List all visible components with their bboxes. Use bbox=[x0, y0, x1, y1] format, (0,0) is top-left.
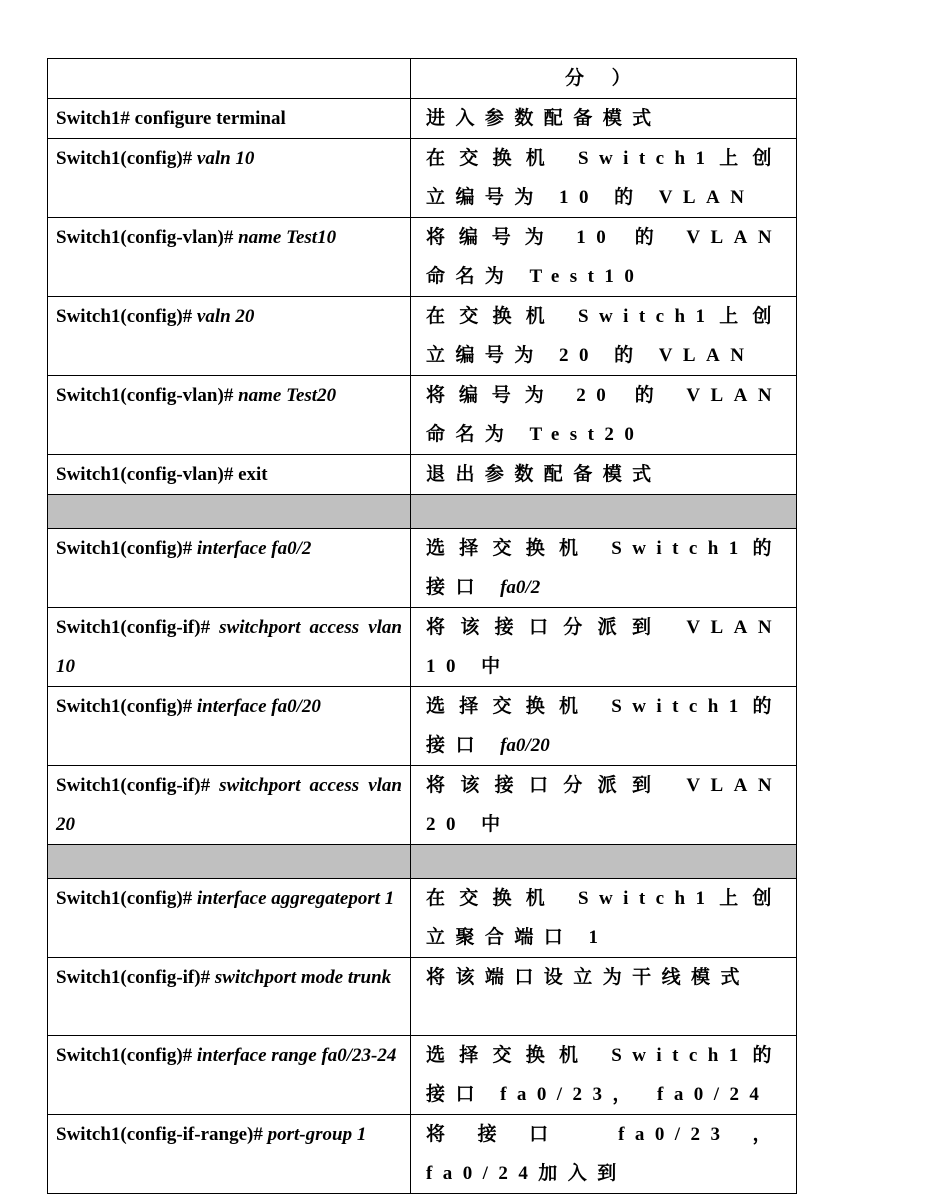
command-cell bbox=[48, 297, 411, 376]
command-args: name Test10 bbox=[238, 227, 337, 248]
command-cell bbox=[48, 1115, 411, 1194]
description-italic: fa0/2 bbox=[500, 577, 541, 598]
description-cell: 将编号为 20 的 VLAN 命名为 Test20 bbox=[411, 376, 797, 455]
description-cell bbox=[411, 687, 797, 766]
command-prompt: Switch1(config-vlan)# bbox=[56, 227, 234, 248]
table-row bbox=[48, 687, 797, 766]
separator-row bbox=[48, 845, 797, 879]
command-args: interface fa0/2 bbox=[196, 538, 312, 559]
command-args: interface range fa0/23-24 bbox=[196, 1045, 397, 1066]
description-cell: 进入参数配备模式 bbox=[411, 99, 797, 139]
table-row bbox=[48, 218, 797, 297]
command-prompt: Switch1(config)# bbox=[56, 148, 193, 169]
description-cell: 在交换机 Switch1上创立编号为 20 的 VLAN bbox=[411, 297, 797, 376]
command-args: port-group 1 bbox=[267, 1124, 367, 1145]
command-prompt: Switch1(config-if)# bbox=[56, 617, 211, 638]
command-cell bbox=[48, 766, 411, 845]
command-args: switchport access vlan 20 bbox=[56, 775, 402, 835]
command-prompt: Switch1(config)# bbox=[56, 306, 193, 327]
description-text: 选择交换机 Switch1的接口 bbox=[426, 696, 782, 756]
description-cell: 选择交换机 Switch1的接口 fa0/23， fa0/24 bbox=[411, 1036, 797, 1115]
command-cell bbox=[48, 139, 411, 218]
command-cell bbox=[48, 218, 411, 297]
description-italic: fa0/20 bbox=[500, 735, 550, 756]
command-args: valn 20 bbox=[196, 306, 255, 327]
table-row bbox=[48, 139, 797, 218]
header-left-cell bbox=[48, 59, 411, 99]
command-cell bbox=[48, 608, 411, 687]
command-args: interface aggregateport 1 bbox=[196, 888, 395, 909]
command-args: name Test20 bbox=[238, 385, 337, 406]
command-args: exit bbox=[238, 464, 268, 485]
description-cell bbox=[411, 529, 797, 608]
command-args: switchport mode trunk bbox=[214, 967, 392, 988]
command-args: valn 10 bbox=[196, 148, 255, 169]
separator-cell bbox=[48, 845, 411, 879]
description-cell: 退出参数配备模式 bbox=[411, 455, 797, 495]
command-table bbox=[47, 58, 797, 1194]
table-row bbox=[48, 99, 797, 139]
table-row bbox=[48, 608, 797, 687]
description-cell: 在交换机 Switch1上创立聚合端口 1 bbox=[411, 879, 797, 958]
command-prompt: Switch1# bbox=[56, 108, 130, 129]
command-prompt: Switch1(config-if)# bbox=[56, 775, 211, 796]
separator-cell bbox=[48, 495, 411, 529]
table-row bbox=[48, 766, 797, 845]
command-prompt: Switch1(config)# bbox=[56, 1045, 193, 1066]
description-cell: 将接口 fa0/23， fa0/24加入到 bbox=[411, 1115, 797, 1194]
command-prompt: Switch1(config-if-range)# bbox=[56, 1124, 263, 1145]
command-cell bbox=[48, 99, 411, 139]
separator-cell bbox=[411, 495, 797, 529]
command-prompt: Switch1(config-vlan)# bbox=[56, 464, 234, 485]
separator-row bbox=[48, 495, 797, 529]
command-cell bbox=[48, 879, 411, 958]
table-row bbox=[48, 297, 797, 376]
command-prompt: Switch1(config-vlan)# bbox=[56, 385, 234, 406]
command-cell bbox=[48, 1036, 411, 1115]
command-prompt: Switch1(config)# bbox=[56, 538, 193, 559]
table-row bbox=[48, 1036, 797, 1115]
header-row bbox=[48, 59, 797, 99]
separator-cell bbox=[411, 845, 797, 879]
header-right-cell: 分 ） bbox=[411, 59, 797, 99]
table-row bbox=[48, 879, 797, 958]
description-text: 选择交换机 Switch1的接口 bbox=[426, 538, 782, 598]
command-prompt: Switch1(config)# bbox=[56, 888, 193, 909]
command-cell bbox=[48, 529, 411, 608]
command-args: interface fa0/20 bbox=[196, 696, 321, 717]
command-prompt: Switch1(config-if)# bbox=[56, 967, 211, 988]
table-row bbox=[48, 529, 797, 608]
description-cell: 将该接口分派到 VLAN 10 中 bbox=[411, 608, 797, 687]
command-args: configure terminal bbox=[134, 108, 286, 129]
description-cell: 将该端口设立为干线模式 bbox=[411, 958, 797, 1036]
table-row bbox=[48, 376, 797, 455]
table-row bbox=[48, 1115, 797, 1194]
command-cell bbox=[48, 687, 411, 766]
command-cell bbox=[48, 455, 411, 495]
command-prompt: Switch1(config)# bbox=[56, 696, 193, 717]
command-cell bbox=[48, 376, 411, 455]
command-cell bbox=[48, 958, 411, 1036]
table-row bbox=[48, 455, 797, 495]
description-cell: 在交换机 Switch1上创立编号为 10 的 VLAN bbox=[411, 139, 797, 218]
description-cell: 将编号为 10 的 VLAN 命名为 Test10 bbox=[411, 218, 797, 297]
table-row bbox=[48, 958, 797, 1036]
command-args: switchport access vlan 10 bbox=[56, 617, 402, 677]
description-cell: 将该接口分派到 VLAN 20 中 bbox=[411, 766, 797, 845]
